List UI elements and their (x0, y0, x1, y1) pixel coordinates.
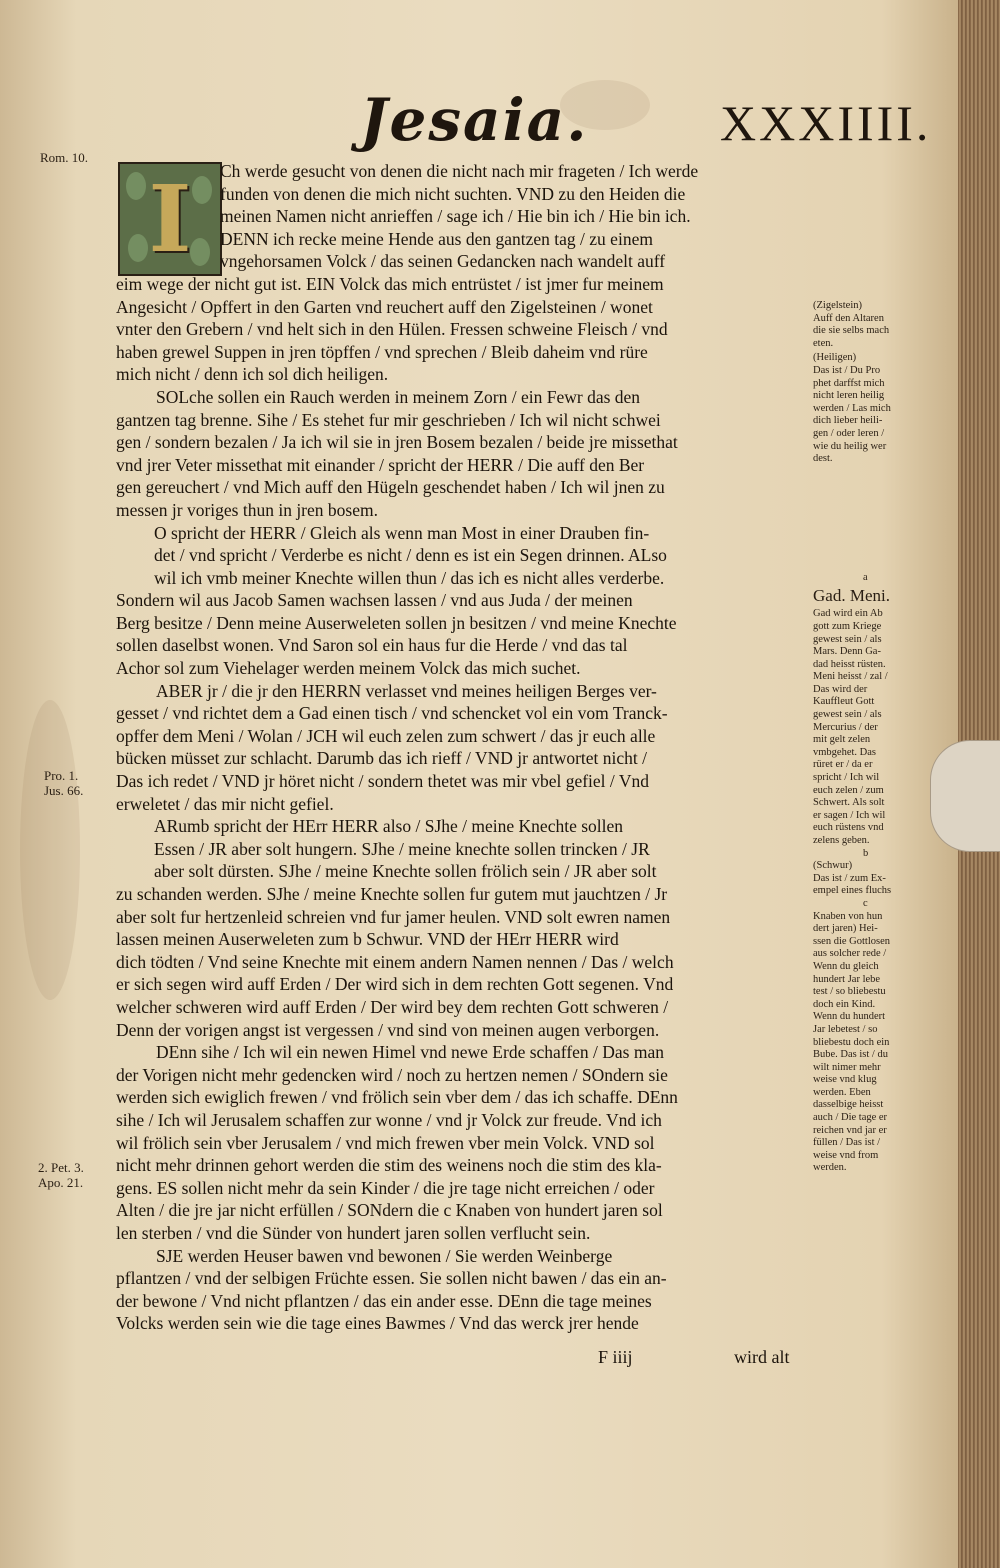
text-line: der Vorigen nicht mehr gedencken wird / noch zu hertzen nemen / SOndern sie (116, 1064, 668, 1085)
text-line: Ch werde gesucht von denen die nicht nach mir frageten / Ich werde (220, 161, 699, 181)
gloss-line: dest. (813, 453, 833, 465)
text-line: gesset / vnd richtet dem a Gad einen tisch / vnd schencket vol ein vom Tranck- (116, 703, 668, 724)
gloss-line: Mars. Denn Ga- (813, 646, 881, 658)
text-line: DEnn sihe / Ich wil ein newen Himel vnd newe Erde schaffen / Das man (156, 1042, 664, 1063)
gloss-line: Wenn du hundert (813, 1011, 886, 1023)
gloss-marker: b (863, 847, 869, 859)
gloss-line: gewest sein / als (813, 709, 882, 721)
text-line: Angesicht / Opffert in den Garten vnd reuchert auff den Zigelsteinen / wonet (116, 296, 653, 317)
left-margin-reference: 2. Pet. 3. Apo. 21. (38, 1160, 84, 1190)
gloss-line: eten. (813, 337, 834, 349)
gloss-line: ssen die Gottlosen (813, 935, 890, 947)
text-line: lassen meinen Auserweleten zum b Schwur. VND der HErr HERR wird (116, 929, 619, 950)
text-line: funden von denen die mich nicht suchten. VND zu den Heiden die (220, 183, 686, 204)
text-line: zu schanden werden. SJhe / meine Knechte sollen fur gutem mut jauchtzen / Jr (116, 884, 668, 904)
text-line: pflantzen / vnd der selbigen Früchte essen. Sie sollen nicht bawen / das ein an- (116, 1268, 667, 1289)
gloss-line: Kauffleut Gott (813, 696, 875, 708)
text-line: gen gereuchert / vnd Mich auff den Hügeln geschendet haben / Ich wil jnen zu (116, 477, 665, 498)
gloss-marker: c (863, 897, 868, 909)
main-text-column (116, 160, 810, 1335)
text-line: SJE werden Heuser bawen vnd bewonen / Sie werden Weinberge (156, 1245, 613, 1266)
gloss-line: rüret er / da er (813, 759, 873, 771)
text-line: Alten / die jre jar nicht erfüllen / SONdern die c Knaben von hundert jaren sol (116, 1200, 663, 1221)
gloss-line: gewest sein / als (813, 633, 882, 645)
gloss-line: Jar lebetest / so (813, 1023, 878, 1035)
gloss-line: er sagen / Ich wil (813, 809, 886, 821)
gloss-line: weise vnd klug (813, 1074, 877, 1086)
text-line: welcher schweren wird auff Erden / Der wird bey dem rechten Gott schweren / (116, 996, 669, 1017)
text-line: ABER jr / die jr den HERRN verlasset vnd meines heiligen Berges ver- (156, 680, 657, 701)
text-line: Das ich redet / VND jr höret nicht / sondern thetet was mir vbel gefiel / Vnd (116, 771, 649, 792)
running-title: Jesaia. (360, 86, 589, 154)
gloss-line: test / so bliebestu (813, 986, 886, 998)
text-line: SOLche sollen ein Rauch werden in meinem Zorn / ein Fewr das den (156, 386, 641, 407)
gloss-line: Bube. Das ist / du (813, 1049, 888, 1061)
gloss-line: wilt nimer mehr (813, 1061, 881, 1073)
gloss-line: empel eines fluchs (813, 885, 892, 897)
text-line: bücken müsset zur schlacht. Darumb das ich rieff / VND jr antwortet nicht / (116, 748, 648, 769)
gloss-line: Schwert. Als solt (813, 797, 885, 809)
text-line: aber solt fur hertzenleid schreien vnd fur jamer heulen. VND solt ewren namen (116, 906, 671, 927)
gloss-line: gen / oder leren / (813, 427, 885, 439)
text-line: gantzen tag brenne. Sihe / Es stehet fur mir geschrieben / Ich wil nicht schwei (116, 409, 661, 430)
gloss-line: Das wird der (813, 683, 868, 695)
gloss-line: reichen vnd jar er (813, 1124, 887, 1136)
text-line: opffer dem Meni / Wolan / JCH wil euch zelen zum schwert / das jr euch alle (116, 725, 656, 746)
gloss-line: Gad wird ein Ab (813, 608, 883, 620)
gloss-line: bliebestu doch ein (813, 1036, 890, 1048)
text-line: Sondern wil aus Jacob Samen wachsen lassen / vnd aus Juda / der meinen (116, 590, 633, 611)
initial-letter: I (148, 165, 192, 273)
gloss-line: Meni heisst / zal / (813, 671, 888, 683)
text-line: Volcks werden sein wie die tage eines Bawmes / Vnd das werck jrer hende (116, 1313, 639, 1334)
gloss-line: wie du heilig wer (813, 440, 887, 452)
text-line: Essen / JR aber solt hungern. SJhe / meine knechte sollen trincken / JR (154, 838, 650, 859)
right-margin-glosses (813, 300, 933, 1175)
gloss-line: doch ein Kind. (813, 998, 876, 1010)
text-line: eim wege der nicht gut ist. EIN Volck das mich entrüstet / ist jmer fur meinem (116, 273, 664, 294)
gloss-line: (Zigelstein) (813, 300, 862, 311)
text-line: vnter den Grebern / vnd helt sich in den Hülen. Fressen schweine Fleisch / vnd (116, 319, 668, 340)
gloss-line: dich lieber heili- (813, 415, 883, 427)
text-line: Achor sol zum Viehelager werden meinem Volck das mich suchet. (116, 658, 581, 679)
folio-number: XXXIIII. (720, 95, 932, 151)
gloss-line: Wenn du gleich (813, 960, 879, 972)
text-line: werden sich ewiglich frewen / vnd frölich sein vber dem / das ich schaffe. DEnn (116, 1087, 678, 1108)
gloss-line: dasselbige heisst (813, 1099, 884, 1111)
gloss-line: Knaben von hun (813, 910, 883, 922)
text-line: ARumb spricht der HErr HERR also / SJhe / meine Knechte sollen (154, 816, 624, 837)
text-line: aber solt dürsten. SJhe / meine Knechte sollen frölich sein / JR aber solt (154, 861, 657, 882)
text-line: der bewone / Vnd nicht pflantzen / das ein ander esse. DEnn die tage meines (116, 1290, 652, 1311)
text-line: DENN ich recke meine Hende aus den gantzen tag / zu einem (220, 228, 653, 249)
text-line: er sich segen wird auff Erden / Der wird sich in dem rechten Gott segenen. Vnd (116, 974, 674, 995)
text-line: meinen Namen nicht anrieffen / sage ich / Hie bin ich / Hie bin ich. (220, 206, 691, 227)
gloss-line: dert jaren) Hei- (813, 923, 878, 935)
gloss-line: mit gelt zelen (813, 734, 871, 746)
gloss-line: Das ist / Du Pro (813, 364, 881, 376)
gloss-line: dad heisst rüsten. (813, 658, 886, 670)
left-margin-reference: Pro. 1. Jus. 66. (44, 768, 84, 798)
bookmark-tab (930, 740, 1000, 852)
text-line: haben grewel Suppen in jren töpffen / vnd sprechen / Bleib daheim vnd rüre (116, 341, 648, 362)
gloss-line: nicht leren heilig (813, 390, 885, 402)
text-line: Berg besitze / Denn meine Auserweleten sollen jn besitzen / vnd meine Knechte (116, 612, 677, 633)
gloss-line: vmbgehet. Das (813, 746, 876, 758)
text-line: dich tödten / Vnd seine Knechte mit einem andern Namen nennen / Das / welch (116, 951, 674, 972)
left-margin-reference: Rom. 10. (40, 150, 89, 165)
gloss-line: füllen / Das ist / (813, 1137, 881, 1149)
catchword: wird alt (734, 1347, 790, 1367)
paper-stain (20, 700, 80, 1000)
text-line: wil frölich sein vber Jerusalem / vnd mich frewen vber mein Volck. VND sol (116, 1132, 655, 1153)
text-line: erweletet / das mir nicht gefiel. (116, 793, 334, 814)
gloss-line: spricht / Ich wil (813, 772, 880, 784)
gloss-line: hundert Jar lebe (813, 973, 881, 985)
gloss-line: phet darffst mich (813, 377, 885, 389)
gloss-line: auch / Die tage er (813, 1112, 888, 1124)
signature-mark: F iiij (598, 1347, 633, 1367)
text-line: sihe / Ich wil Jerusalem schaffen zur wonne / vnd jr Volck zur freude. Vnd ich (116, 1109, 662, 1130)
text-line: mich nicht / denn ich sol dich heiligen. (116, 364, 389, 385)
text-line: vngehorsamen Volck / das seinen Gedancken nach wandelt auff (220, 251, 666, 272)
gloss-line: (Heiligen) (813, 352, 857, 364)
text-line: wil ich vmb meiner Knechte willen thun / das ich es nicht alles verderbe. (154, 567, 665, 588)
text-line: O spricht der HERR / Gleich als wenn man Most in einer Drauben fin- (154, 522, 650, 543)
gloss-line: Das ist / zum Ex- (813, 872, 886, 884)
text-line: messen jr voriges thun in jren bosem. (116, 499, 378, 520)
gloss-line: aus solcher rede / (813, 948, 887, 960)
gloss-line: Mercurius / der (813, 721, 878, 733)
text-line: len sterben / vnd die Sünder von hundert jaren sollen verflucht sein. (116, 1222, 591, 1243)
text-line: det / vnd spricht / Verderbe es nicht / denn es ist ein Segen drinnen. ALso (154, 545, 667, 566)
gloss-line: Auff den Altaren (813, 312, 884, 324)
gloss-line: die sie selbs mach (813, 325, 890, 337)
gloss-marker: a (863, 571, 868, 583)
text-line: Denn der vorigen angst ist vergessen / vnd sind von meinen augen verborgen. (116, 1019, 660, 1040)
text-line: nicht mehr drinnen gehort werden die stim des weinens noch die stim des kla- (116, 1155, 662, 1176)
gloss-line: zelens geben. (813, 835, 870, 846)
text-line: sollen daselbst wonen. Vnd Saron sol ein haus fur die Herde / vnd das tal (116, 635, 628, 656)
gloss-line: euch zelen / zum (813, 784, 884, 796)
gloss-line: werden. Eben (813, 1086, 871, 1098)
gloss-line: werden / Las mich (813, 402, 891, 414)
text-line: gen / sondern bezalen / Ja ich wil sie in jren Bosem bezalen / beide jre missethat (116, 432, 678, 453)
gloss-line: werden. (813, 1162, 847, 1174)
gloss-line: weise vnd from (813, 1149, 879, 1161)
text-line: vnd jrer Veter missethat mit einander / spricht der HERR / Die auff den Ber (116, 454, 645, 475)
gloss-line: gott zum Kriege (813, 620, 882, 632)
gloss-heading: Gad. Meni. (813, 586, 890, 606)
gloss-line: euch rüstens vnd (813, 822, 884, 834)
gloss-line: (Schwur) (813, 860, 853, 872)
text-line: gens. ES sollen nicht mehr da sein Kinder / die jre tage nicht erreichen / oder (116, 1177, 655, 1198)
